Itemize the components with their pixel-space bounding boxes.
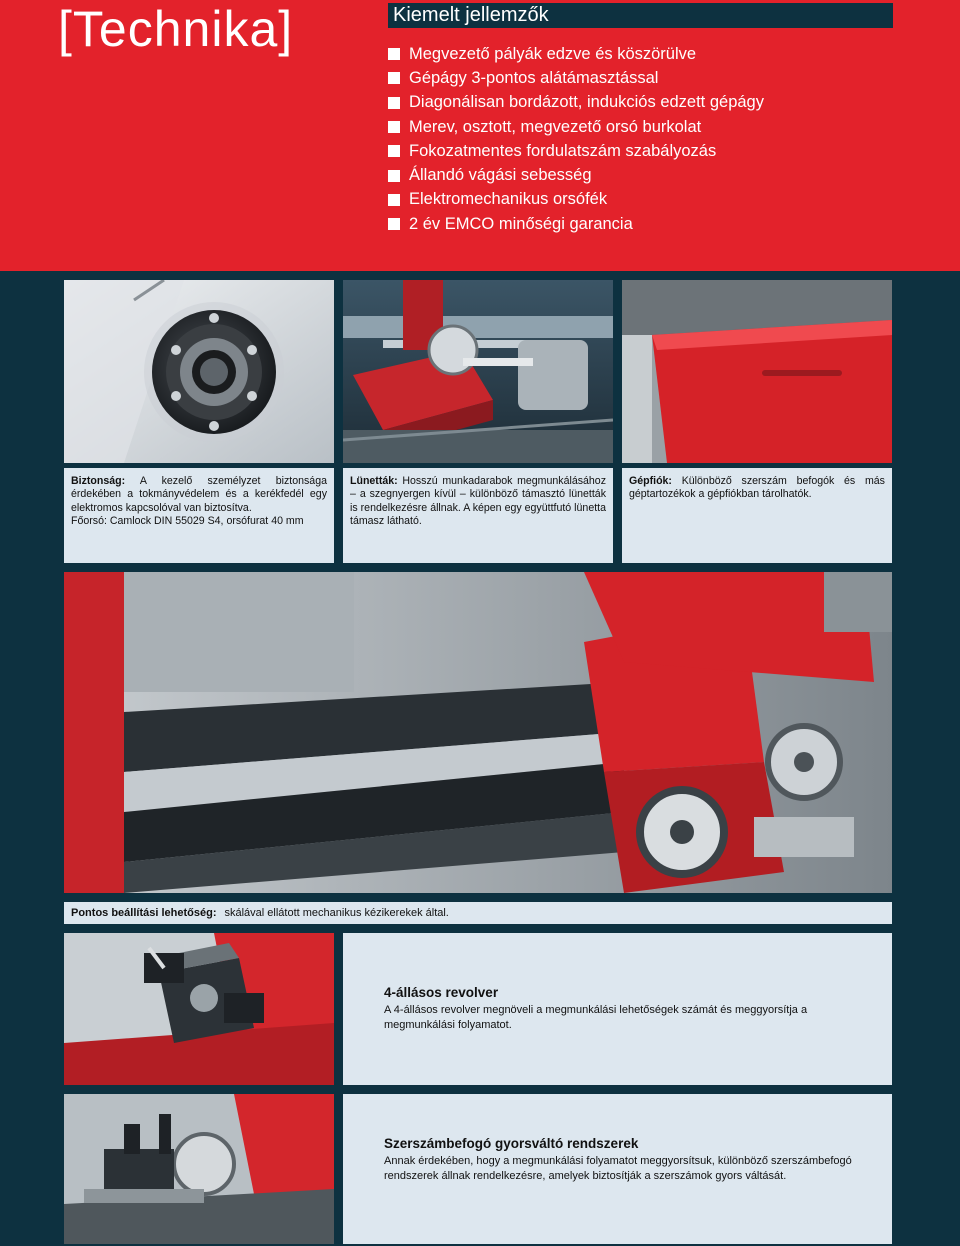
caption-precise-adjustment: Pontos beállítási lehetőség: skálával ellátott mechanikus kézikerekek által. bbox=[64, 902, 892, 924]
list-item: 2 év EMCO minőségi garancia bbox=[388, 212, 764, 236]
chuck-photo bbox=[64, 280, 334, 463]
bullet-square-icon bbox=[388, 145, 400, 157]
bullet-square-icon bbox=[388, 48, 400, 60]
bullet-square-icon bbox=[388, 194, 400, 206]
toolholder-title: Szerszámbefogó gyorsváltó rendszerek bbox=[384, 1136, 639, 1151]
bullet-square-icon bbox=[388, 97, 400, 109]
list-item: Állandó vágási sebesség bbox=[388, 163, 764, 187]
features-list bbox=[388, 42, 764, 236]
list-item: Gépágy 3-pontos alátámasztással bbox=[388, 66, 764, 90]
caption-safety: Biztonság: A kezelő személyzet biztonsága érdekében a tokmányvédelem és a kerékfedél egy elektromos kapcsolóval van biztosítva. Főorsó: Camlock DIN 55029 S4, orsófurat 40 mm bbox=[64, 468, 334, 563]
list-item: Diagonálisan bordázott, indukciós edzett gépágy bbox=[388, 91, 764, 115]
drawer-photo bbox=[622, 280, 892, 463]
toolholder-photo bbox=[64, 1094, 334, 1244]
list-item: Elektromechanikus orsófék bbox=[388, 188, 764, 212]
bullet-square-icon bbox=[388, 218, 400, 230]
bullet-square-icon bbox=[388, 170, 400, 182]
turret-title: 4-állásos revolver bbox=[384, 985, 499, 1000]
carriage-photo bbox=[64, 572, 892, 893]
brand-title: [Technika] bbox=[58, 1, 294, 57]
toolholder-text: Annak érdekében, hogy a megmunkálási folyamatot meggyorsítsuk, különböző szerszámbefogó rendszerek állnak rendelkezésre, amelyek biztosítják a szerszámok gyors váltását. bbox=[384, 1155, 852, 1182]
bullet-square-icon bbox=[388, 121, 400, 133]
toolholder-description bbox=[343, 1094, 892, 1244]
caption-steady-rest: Lünetták: Hosszú munkadarabok megmunkálásához – a szegnyergen kívül – különböző támasztó lünetták is rendelkezésre állnak. A képen egy együttfutó lünetta támasz látható. bbox=[343, 468, 613, 563]
bullet-square-icon bbox=[388, 72, 400, 84]
turret-text: A 4-állásos revolver megnöveli a megmunkálási lehetőségek számát és meggyorsítja a megmunkálási folyamatot. bbox=[384, 1004, 808, 1031]
caption-drawer: Gépfiók: Különböző szerszám befogók és más géptartozékok a gépfiókban tárolhatók. bbox=[622, 468, 892, 563]
turret-description bbox=[343, 933, 892, 1085]
turret-photo bbox=[64, 933, 334, 1085]
list-item: Merev, osztott, megvezető orsó burkolat bbox=[388, 115, 764, 139]
steady-rest-photo bbox=[343, 280, 613, 463]
features-title: Kiemelt jellemzők bbox=[388, 3, 893, 28]
list-item: Megvezető pályák edzve és köszörülve bbox=[388, 42, 764, 66]
list-item: Fokozatmentes fordulatszám szabályozás bbox=[388, 139, 764, 163]
